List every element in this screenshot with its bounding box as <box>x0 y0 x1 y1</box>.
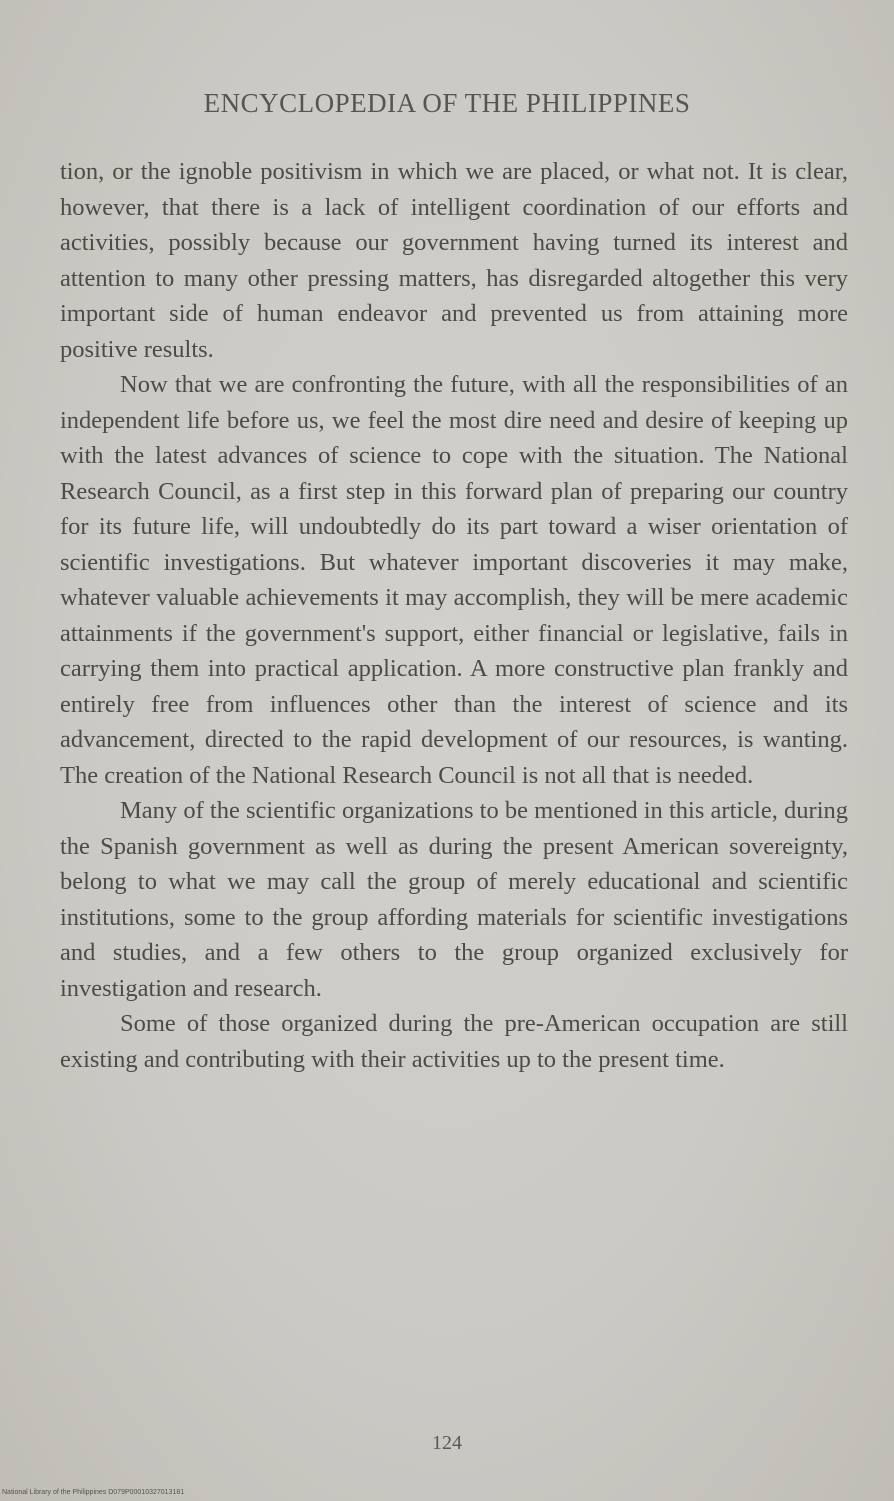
paragraph-continuation: tion, or the ignoble positivism in which we are placed, or what not. It is clear, however, that there is a lack of intelligent coordination of our efforts and activities, possibly because our government having turned its interest and attention to many other pressing matters, has disregarded altogether this very important side of human endeavor and prevented us from attaining more positive results. <box>60 158 848 363</box>
page-number: 124 <box>432 1432 462 1454</box>
paragraph-future: Now that we are confronting the future, with all the responsibilities of an independent life before us, we feel the most dire need and desire of keeping up with the latest advances of science to cope with the situation. The National Research Council, as a first step in this forward plan of preparing our country for its future life, will undoubtedly do its part toward a wiser orientation of scientific investigations. But whatever important discoveries it may make, whatever valuable achievements it may accomplish, they will be mere academic attainments if the government's support, either financial or legislative, fails in carrying them into practical application. A more constructive plan frankly and entirely free from influences other than the interest of science and its advancement, directed to the rapid development of our resources, is wanting. The creation of the National Research Council is not all that is needed. <box>60 371 848 789</box>
scan-credit: National Library of the Philippines D079P00010327013181 <box>2 1489 185 1496</box>
paragraph-organizations: Many of the scientific organizations to be mentioned in this article, during the Spanish government as well as during the present American sovereignty, belong to what we may call the group of merely educational and scientific institutions, some to the group affording materials for scientific investigations and studies, and a few others to the group organized exclusively for investigation and research. <box>60 797 848 1002</box>
running-title: ENCYCLOPEDIA OF THE PHILIPPINES <box>203 88 691 118</box>
paragraph-pre-american: Some of those organized during the pre-American occupation are still existing and contributing with their activities up to the present time. <box>60 1010 848 1073</box>
body-text <box>60 154 848 1077</box>
